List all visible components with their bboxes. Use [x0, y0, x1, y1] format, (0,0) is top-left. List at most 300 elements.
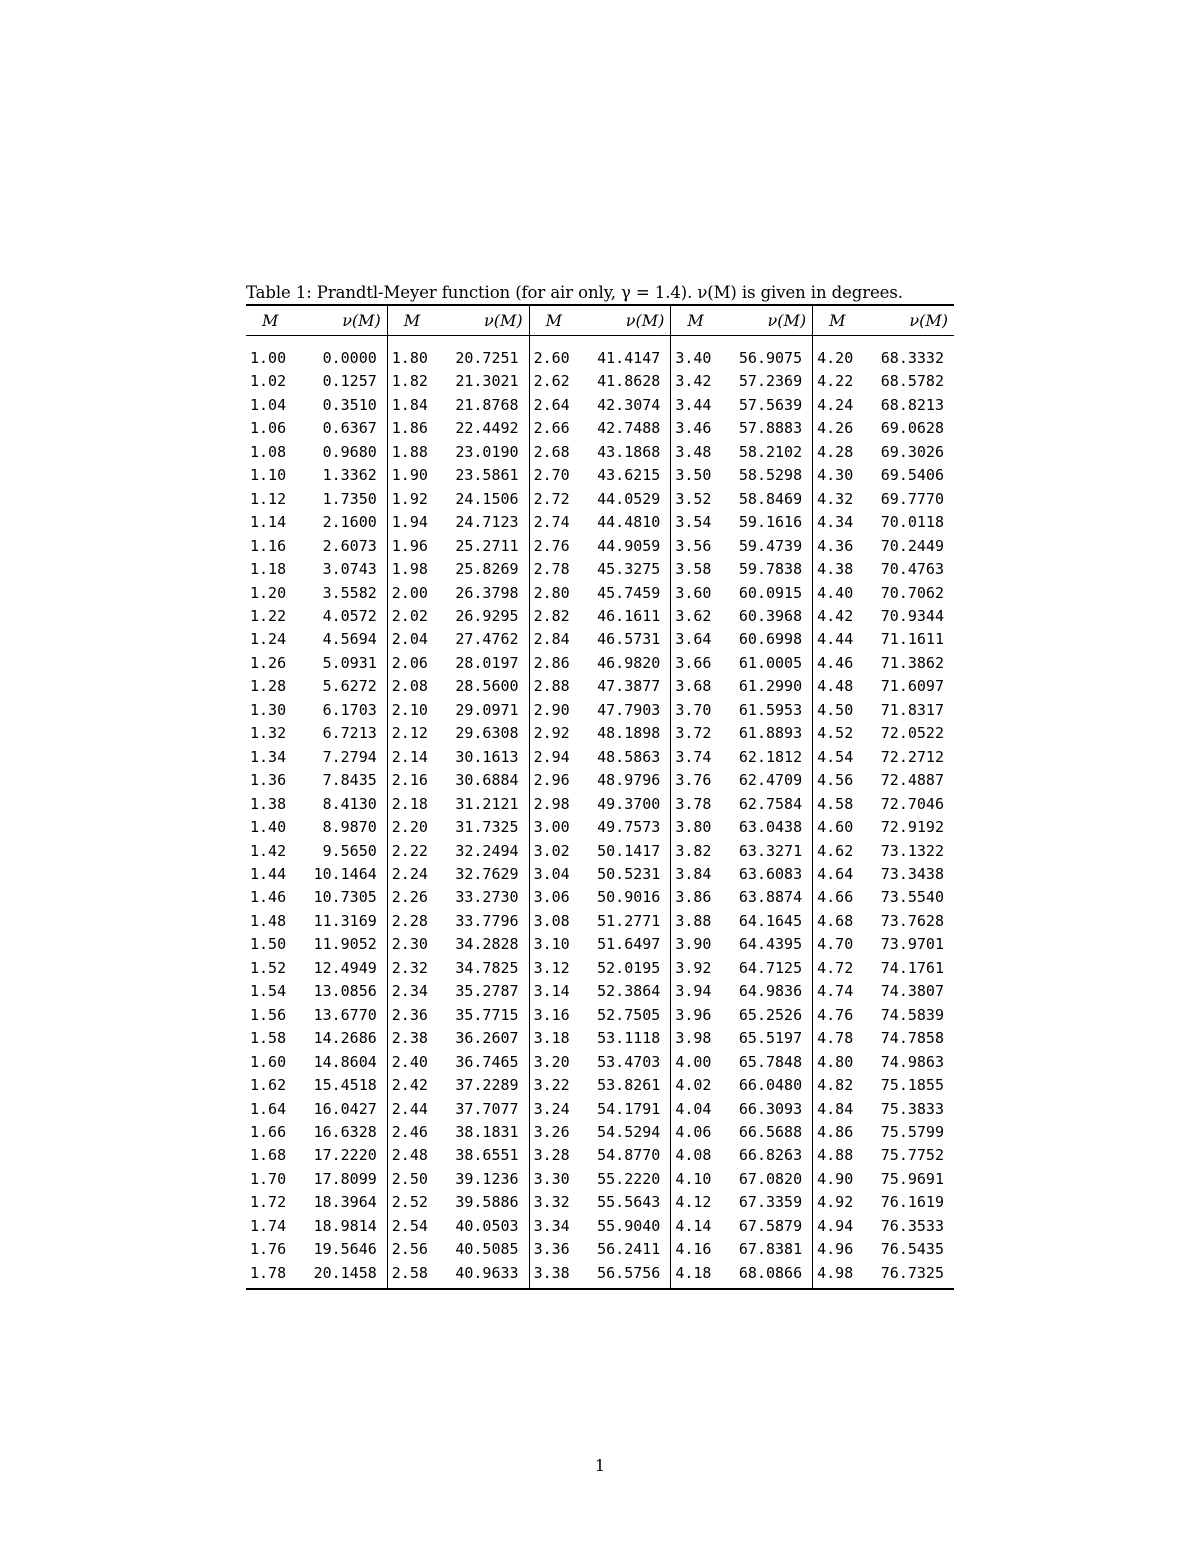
cell-mach: 4.74 [817, 982, 854, 1001]
cell-nu: 25.8269 [441, 558, 529, 581]
cell-mach: 2.48 [391, 1146, 428, 1165]
cell-mach: 1.58 [250, 1029, 287, 1048]
cell-nu: 61.2990 [724, 675, 812, 698]
cell-mach: 1.80 [391, 349, 428, 367]
cell-nu: 61.0005 [724, 652, 812, 675]
cell-nu: 40.0503 [441, 1215, 529, 1238]
cell-nu: 67.3359 [724, 1191, 812, 1214]
cell-nu: 74.7858 [880, 1029, 944, 1048]
cell-nu: 10.1464 [299, 863, 387, 886]
cell-mach: 3.48 [675, 442, 712, 461]
cell-mach: 2.36 [391, 1005, 428, 1024]
cell-nu: 50.5231 [582, 863, 670, 886]
cell-mach: 2.70 [533, 466, 570, 485]
cell-nu: 34.7825 [441, 957, 529, 980]
cell-mach: 4.30 [817, 466, 854, 485]
cell-nu: 74.3807 [880, 982, 944, 1001]
cell-nu: 11.3169 [299, 910, 387, 933]
cell-mach: 1.64 [250, 1099, 287, 1118]
cell-nu: 42.7488 [582, 417, 670, 440]
cell-nu: 31.7325 [441, 816, 529, 839]
cell-mach: 4.08 [675, 1146, 712, 1165]
cell-nu: 74.9863 [880, 1052, 944, 1071]
cell-mach: 4.26 [817, 419, 854, 438]
cell-nu: 59.7838 [724, 558, 812, 581]
cell-mach: 4.92 [817, 1193, 854, 1212]
cell-mach: 3.62 [675, 606, 712, 625]
cell-nu: 11.9052 [299, 933, 387, 956]
cell-mach: 2.64 [533, 395, 570, 414]
table-row [246, 370, 954, 393]
table-caption: Table 1: Prandtl-Meyer function (for air only, γ = 1.4). ν(M) is given in degrees. [246, 283, 903, 302]
cell-nu: 4.0572 [299, 605, 387, 628]
cell-mach: 1.22 [250, 606, 287, 625]
table-row [246, 699, 954, 722]
cell-mach: 2.72 [533, 489, 570, 508]
cell-nu: 70.2449 [880, 536, 944, 555]
cell-nu: 65.5197 [724, 1027, 812, 1050]
table-header-row [246, 305, 954, 336]
table-row [246, 980, 954, 1003]
cell-nu: 47.7903 [582, 699, 670, 722]
cell-nu: 57.8883 [724, 417, 812, 440]
cell-mach: 1.66 [250, 1122, 287, 1141]
cell-mach: 2.38 [391, 1029, 428, 1048]
cell-mach: 2.00 [391, 583, 428, 602]
cell-mach: 3.42 [675, 372, 712, 391]
table-row [246, 652, 954, 675]
cell-mach: 4.54 [817, 747, 854, 766]
cell-mach: 2.12 [391, 724, 428, 743]
cell-nu: 58.8469 [724, 488, 812, 511]
table-row [246, 511, 954, 534]
cell-nu: 39.1236 [441, 1168, 529, 1191]
cell-nu: 73.3438 [880, 864, 944, 883]
table-row [246, 605, 954, 628]
cell-nu: 55.9040 [582, 1215, 670, 1238]
cell-mach: 4.68 [817, 911, 854, 930]
cell-nu: 70.7062 [880, 583, 944, 602]
cell-mach: 2.26 [391, 888, 428, 907]
cell-mach: 1.48 [250, 911, 287, 930]
cell-mach: 3.80 [675, 818, 712, 837]
cell-nu: 0.9680 [299, 441, 387, 464]
cell-mach: 4.46 [817, 653, 854, 672]
cell-nu: 30.6884 [441, 769, 529, 792]
cell-mach: 3.26 [533, 1122, 570, 1141]
cell-nu: 2.1600 [299, 511, 387, 534]
cell-mach: 4.42 [817, 606, 854, 625]
cell-mach: 4.02 [675, 1076, 712, 1095]
cell-mach: 1.32 [250, 724, 287, 743]
cell-nu: 26.9295 [441, 605, 529, 628]
cell-mach: 2.86 [533, 653, 570, 672]
cell-mach: 2.32 [391, 958, 428, 977]
cell-nu: 60.6998 [724, 628, 812, 651]
cell-mach: 3.86 [675, 888, 712, 907]
cell-nu: 73.5540 [880, 888, 944, 907]
cell-nu: 26.3798 [441, 582, 529, 605]
cell-mach: 2.88 [533, 677, 570, 696]
cell-nu: 75.7752 [880, 1146, 944, 1165]
cell-nu: 37.7077 [441, 1098, 529, 1121]
cell-mach: 4.48 [817, 677, 854, 696]
cell-nu: 15.4518 [299, 1074, 387, 1097]
cell-mach: 2.90 [533, 700, 570, 719]
table-row [246, 746, 954, 769]
cell-mach: 2.68 [533, 442, 570, 461]
cell-mach: 3.92 [675, 958, 712, 977]
cell-nu: 69.0628 [880, 419, 944, 438]
cell-mach: 3.66 [675, 653, 712, 672]
cell-nu: 24.7123 [441, 511, 529, 534]
cell-nu: 67.0820 [724, 1168, 812, 1191]
cell-mach: 2.18 [391, 794, 428, 813]
cell-mach: 1.72 [250, 1193, 287, 1212]
cell-nu: 67.8381 [724, 1238, 812, 1261]
cell-mach: 2.74 [533, 513, 570, 532]
cell-nu: 46.9820 [582, 652, 670, 675]
cell-nu: 70.9344 [880, 606, 944, 625]
cell-nu: 70.4763 [880, 560, 944, 579]
cell-nu: 41.4147 [582, 336, 670, 371]
cell-nu: 31.2121 [441, 793, 529, 816]
cell-mach: 2.20 [391, 818, 428, 837]
cell-mach: 2.50 [391, 1169, 428, 1188]
cell-nu: 7.8435 [299, 769, 387, 792]
cell-mach: 3.40 [675, 349, 712, 367]
cell-nu: 63.0438 [724, 816, 812, 839]
cell-mach: 1.14 [250, 513, 287, 532]
cell-mach: 3.34 [533, 1216, 570, 1235]
header-nu: ν(M) [441, 305, 529, 336]
cell-nu: 53.1118 [582, 1027, 670, 1050]
cell-nu: 61.8893 [724, 722, 812, 745]
cell-mach: 3.02 [533, 841, 570, 860]
cell-nu: 29.6308 [441, 722, 529, 745]
cell-nu: 46.1611 [582, 605, 670, 628]
cell-mach: 2.40 [391, 1052, 428, 1071]
cell-nu: 10.7305 [299, 886, 387, 909]
cell-nu: 45.7459 [582, 582, 670, 605]
cell-nu: 72.0522 [880, 724, 944, 743]
cell-mach: 2.22 [391, 841, 428, 860]
cell-nu: 66.3093 [724, 1098, 812, 1121]
cell-mach: 4.40 [817, 583, 854, 602]
cell-nu: 65.2526 [724, 1004, 812, 1027]
cell-nu: 50.9016 [582, 886, 670, 909]
cell-mach: 2.52 [391, 1193, 428, 1212]
cell-nu: 32.7629 [441, 863, 529, 886]
cell-nu: 52.3864 [582, 980, 670, 1003]
cell-nu: 75.5799 [880, 1122, 944, 1141]
cell-mach: 4.62 [817, 841, 854, 860]
cell-mach: 4.04 [675, 1099, 712, 1118]
cell-nu: 35.2787 [441, 980, 529, 1003]
cell-mach: 3.20 [533, 1052, 570, 1071]
cell-mach: 4.32 [817, 489, 854, 508]
cell-mach: 4.06 [675, 1122, 712, 1141]
cell-mach: 4.18 [675, 1263, 712, 1282]
cell-nu: 16.6328 [299, 1121, 387, 1144]
cell-mach: 1.16 [250, 536, 287, 555]
cell-nu: 71.6097 [880, 677, 944, 696]
cell-mach: 4.56 [817, 771, 854, 790]
table-row [246, 1191, 954, 1214]
cell-nu: 20.7251 [441, 336, 529, 371]
cell-nu: 59.1616 [724, 511, 812, 534]
cell-nu: 45.3275 [582, 558, 670, 581]
cell-nu: 59.4739 [724, 535, 812, 558]
cell-mach: 3.54 [675, 513, 712, 532]
cell-nu: 64.9836 [724, 980, 812, 1003]
cell-nu: 63.6083 [724, 863, 812, 886]
cell-mach: 4.64 [817, 864, 854, 883]
cell-nu: 30.1613 [441, 746, 529, 769]
cell-mach: 1.10 [250, 466, 287, 485]
table-row [246, 793, 954, 816]
cell-mach: 1.70 [250, 1169, 287, 1188]
cell-mach: 1.54 [250, 982, 287, 1001]
cell-mach: 2.34 [391, 982, 428, 1001]
cell-nu: 56.2411 [582, 1238, 670, 1261]
cell-nu: 72.9192 [880, 818, 944, 837]
cell-mach: 3.10 [533, 935, 570, 954]
cell-mach: 4.16 [675, 1240, 712, 1259]
cell-nu: 33.7796 [441, 910, 529, 933]
cell-nu: 14.8604 [299, 1051, 387, 1074]
cell-nu: 73.7628 [880, 911, 944, 930]
cell-mach: 1.46 [250, 888, 287, 907]
cell-nu: 71.1611 [880, 630, 944, 649]
cell-mach: 2.82 [533, 606, 570, 625]
cell-mach: 4.24 [817, 395, 854, 414]
cell-nu: 64.4395 [724, 933, 812, 956]
cell-nu: 72.2712 [880, 747, 944, 766]
cell-nu: 38.6551 [441, 1144, 529, 1167]
table-row [246, 336, 954, 371]
cell-nu: 36.7465 [441, 1051, 529, 1074]
cell-nu: 2.6073 [299, 535, 387, 558]
cell-mach: 1.20 [250, 583, 287, 602]
cell-nu: 34.2828 [441, 933, 529, 956]
cell-mach: 3.88 [675, 911, 712, 930]
cell-nu: 75.9691 [880, 1169, 944, 1188]
cell-mach: 3.90 [675, 935, 712, 954]
cell-mach: 3.16 [533, 1005, 570, 1024]
cell-nu: 72.4887 [880, 771, 944, 790]
cell-nu: 55.2220 [582, 1168, 670, 1191]
header-mach: M [529, 305, 582, 336]
cell-mach: 4.98 [817, 1263, 854, 1282]
table-row [246, 1074, 954, 1097]
table-row [246, 910, 954, 933]
prandtl-meyer-table [246, 304, 954, 1290]
cell-nu: 23.5861 [441, 464, 529, 487]
table-row [246, 1238, 954, 1261]
cell-mach: 2.84 [533, 630, 570, 649]
cell-nu: 66.8263 [724, 1144, 812, 1167]
cell-nu: 18.9814 [299, 1215, 387, 1238]
table-row [246, 1215, 954, 1238]
cell-nu: 48.5863 [582, 746, 670, 769]
cell-mach: 1.42 [250, 841, 287, 860]
cell-mach: 4.94 [817, 1216, 854, 1235]
cell-mach: 4.80 [817, 1052, 854, 1071]
table-row [246, 394, 954, 417]
cell-mach: 2.16 [391, 771, 428, 790]
cell-nu: 66.0480 [724, 1074, 812, 1097]
cell-nu: 9.5650 [299, 840, 387, 863]
cell-mach: 2.42 [391, 1076, 428, 1095]
cell-nu: 44.9059 [582, 535, 670, 558]
cell-nu: 68.8213 [880, 395, 944, 414]
cell-nu: 8.9870 [299, 816, 387, 839]
cell-nu: 64.1645 [724, 910, 812, 933]
cell-nu: 35.7715 [441, 1004, 529, 1027]
cell-mach: 1.24 [250, 630, 287, 649]
cell-mach: 2.10 [391, 700, 428, 719]
cell-mach: 1.38 [250, 794, 287, 813]
cell-nu: 62.1812 [724, 746, 812, 769]
cell-mach: 2.54 [391, 1216, 428, 1235]
cell-nu: 63.8874 [724, 886, 812, 909]
cell-nu: 70.0118 [880, 513, 944, 532]
cell-mach: 1.62 [250, 1076, 287, 1095]
cell-mach: 2.58 [391, 1263, 428, 1282]
cell-nu: 16.0427 [299, 1098, 387, 1121]
table-row [246, 417, 954, 440]
cell-mach: 3.06 [533, 888, 570, 907]
cell-nu: 8.4130 [299, 793, 387, 816]
cell-nu: 33.2730 [441, 886, 529, 909]
cell-mach: 4.66 [817, 888, 854, 907]
cell-mach: 4.86 [817, 1122, 854, 1141]
cell-nu: 0.0000 [299, 336, 387, 371]
cell-nu: 69.5406 [880, 466, 944, 485]
cell-mach: 3.68 [675, 677, 712, 696]
cell-mach: 3.76 [675, 771, 712, 790]
table-row [246, 1121, 954, 1144]
cell-mach: 3.32 [533, 1193, 570, 1212]
cell-mach: 3.96 [675, 1005, 712, 1024]
cell-nu: 1.7350 [299, 488, 387, 511]
cell-mach: 2.78 [533, 560, 570, 579]
cell-nu: 3.5582 [299, 582, 387, 605]
cell-mach: 4.72 [817, 958, 854, 977]
table-row [246, 675, 954, 698]
cell-mach: 3.36 [533, 1240, 570, 1259]
cell-mach: 4.20 [817, 349, 854, 367]
cell-nu: 13.0856 [299, 980, 387, 1003]
cell-nu: 65.7848 [724, 1051, 812, 1074]
table-row [246, 628, 954, 651]
cell-nu: 75.3833 [880, 1099, 944, 1118]
cell-nu: 73.1322 [880, 841, 944, 860]
cell-nu: 3.0743 [299, 558, 387, 581]
cell-nu: 43.6215 [582, 464, 670, 487]
cell-nu: 4.5694 [299, 628, 387, 651]
cell-nu: 17.8099 [299, 1168, 387, 1191]
cell-nu: 76.1619 [880, 1193, 944, 1212]
cell-mach: 3.14 [533, 982, 570, 1001]
cell-nu: 32.2494 [441, 840, 529, 863]
cell-nu: 55.5643 [582, 1191, 670, 1214]
cell-mach: 1.74 [250, 1216, 287, 1235]
cell-nu: 67.5879 [724, 1215, 812, 1238]
header-mach: M [813, 305, 866, 336]
table-row [246, 488, 954, 511]
cell-mach: 1.02 [250, 372, 287, 391]
cell-nu: 73.9701 [880, 935, 944, 954]
cell-mach: 1.34 [250, 747, 287, 766]
cell-mach: 1.28 [250, 677, 287, 696]
cell-mach: 1.82 [391, 372, 428, 391]
cell-nu: 58.5298 [724, 464, 812, 487]
cell-mach: 2.14 [391, 747, 428, 766]
cell-nu: 69.3026 [880, 442, 944, 461]
cell-nu: 1.3362 [299, 464, 387, 487]
cell-nu: 57.2369 [724, 370, 812, 393]
cell-nu: 6.7213 [299, 722, 387, 745]
cell-nu: 56.5756 [582, 1262, 670, 1289]
cell-mach: 2.06 [391, 653, 428, 672]
cell-nu: 6.1703 [299, 699, 387, 722]
cell-mach: 3.74 [675, 747, 712, 766]
cell-nu: 53.4703 [582, 1051, 670, 1074]
cell-mach: 4.58 [817, 794, 854, 813]
cell-mach: 3.18 [533, 1029, 570, 1048]
cell-mach: 4.00 [675, 1052, 712, 1071]
cell-mach: 4.52 [817, 724, 854, 743]
cell-mach: 2.24 [391, 864, 428, 883]
cell-mach: 4.34 [817, 513, 854, 532]
cell-nu: 40.9633 [441, 1262, 529, 1289]
cell-mach: 2.30 [391, 935, 428, 954]
cell-nu: 75.1855 [880, 1076, 944, 1095]
cell-mach: 1.68 [250, 1146, 287, 1165]
cell-nu: 12.4949 [299, 957, 387, 980]
cell-nu: 64.7125 [724, 957, 812, 980]
cell-mach: 4.76 [817, 1005, 854, 1024]
cell-nu: 27.4762 [441, 628, 529, 651]
cell-nu: 20.1458 [299, 1262, 387, 1289]
cell-mach: 1.60 [250, 1052, 287, 1071]
cell-mach: 4.38 [817, 560, 854, 579]
cell-nu: 74.1761 [880, 958, 944, 977]
cell-mach: 2.56 [391, 1240, 428, 1259]
table-row [246, 816, 954, 839]
cell-nu: 60.3968 [724, 605, 812, 628]
cell-mach: 2.76 [533, 536, 570, 555]
cell-mach: 1.44 [250, 864, 287, 883]
cell-mach: 2.80 [533, 583, 570, 602]
cell-nu: 62.7584 [724, 793, 812, 816]
table-row [246, 1051, 954, 1074]
cell-mach: 1.30 [250, 700, 287, 719]
cell-nu: 76.3533 [880, 1216, 944, 1235]
cell-mach: 1.36 [250, 771, 287, 790]
cell-nu: 28.5600 [441, 675, 529, 698]
table-row [246, 722, 954, 745]
cell-mach: 1.26 [250, 653, 287, 672]
cell-mach: 4.14 [675, 1216, 712, 1235]
table-row [246, 1004, 954, 1027]
table-row [246, 1098, 954, 1121]
cell-nu: 68.0866 [724, 1262, 812, 1289]
cell-nu: 50.1417 [582, 840, 670, 863]
cell-mach: 1.08 [250, 442, 287, 461]
